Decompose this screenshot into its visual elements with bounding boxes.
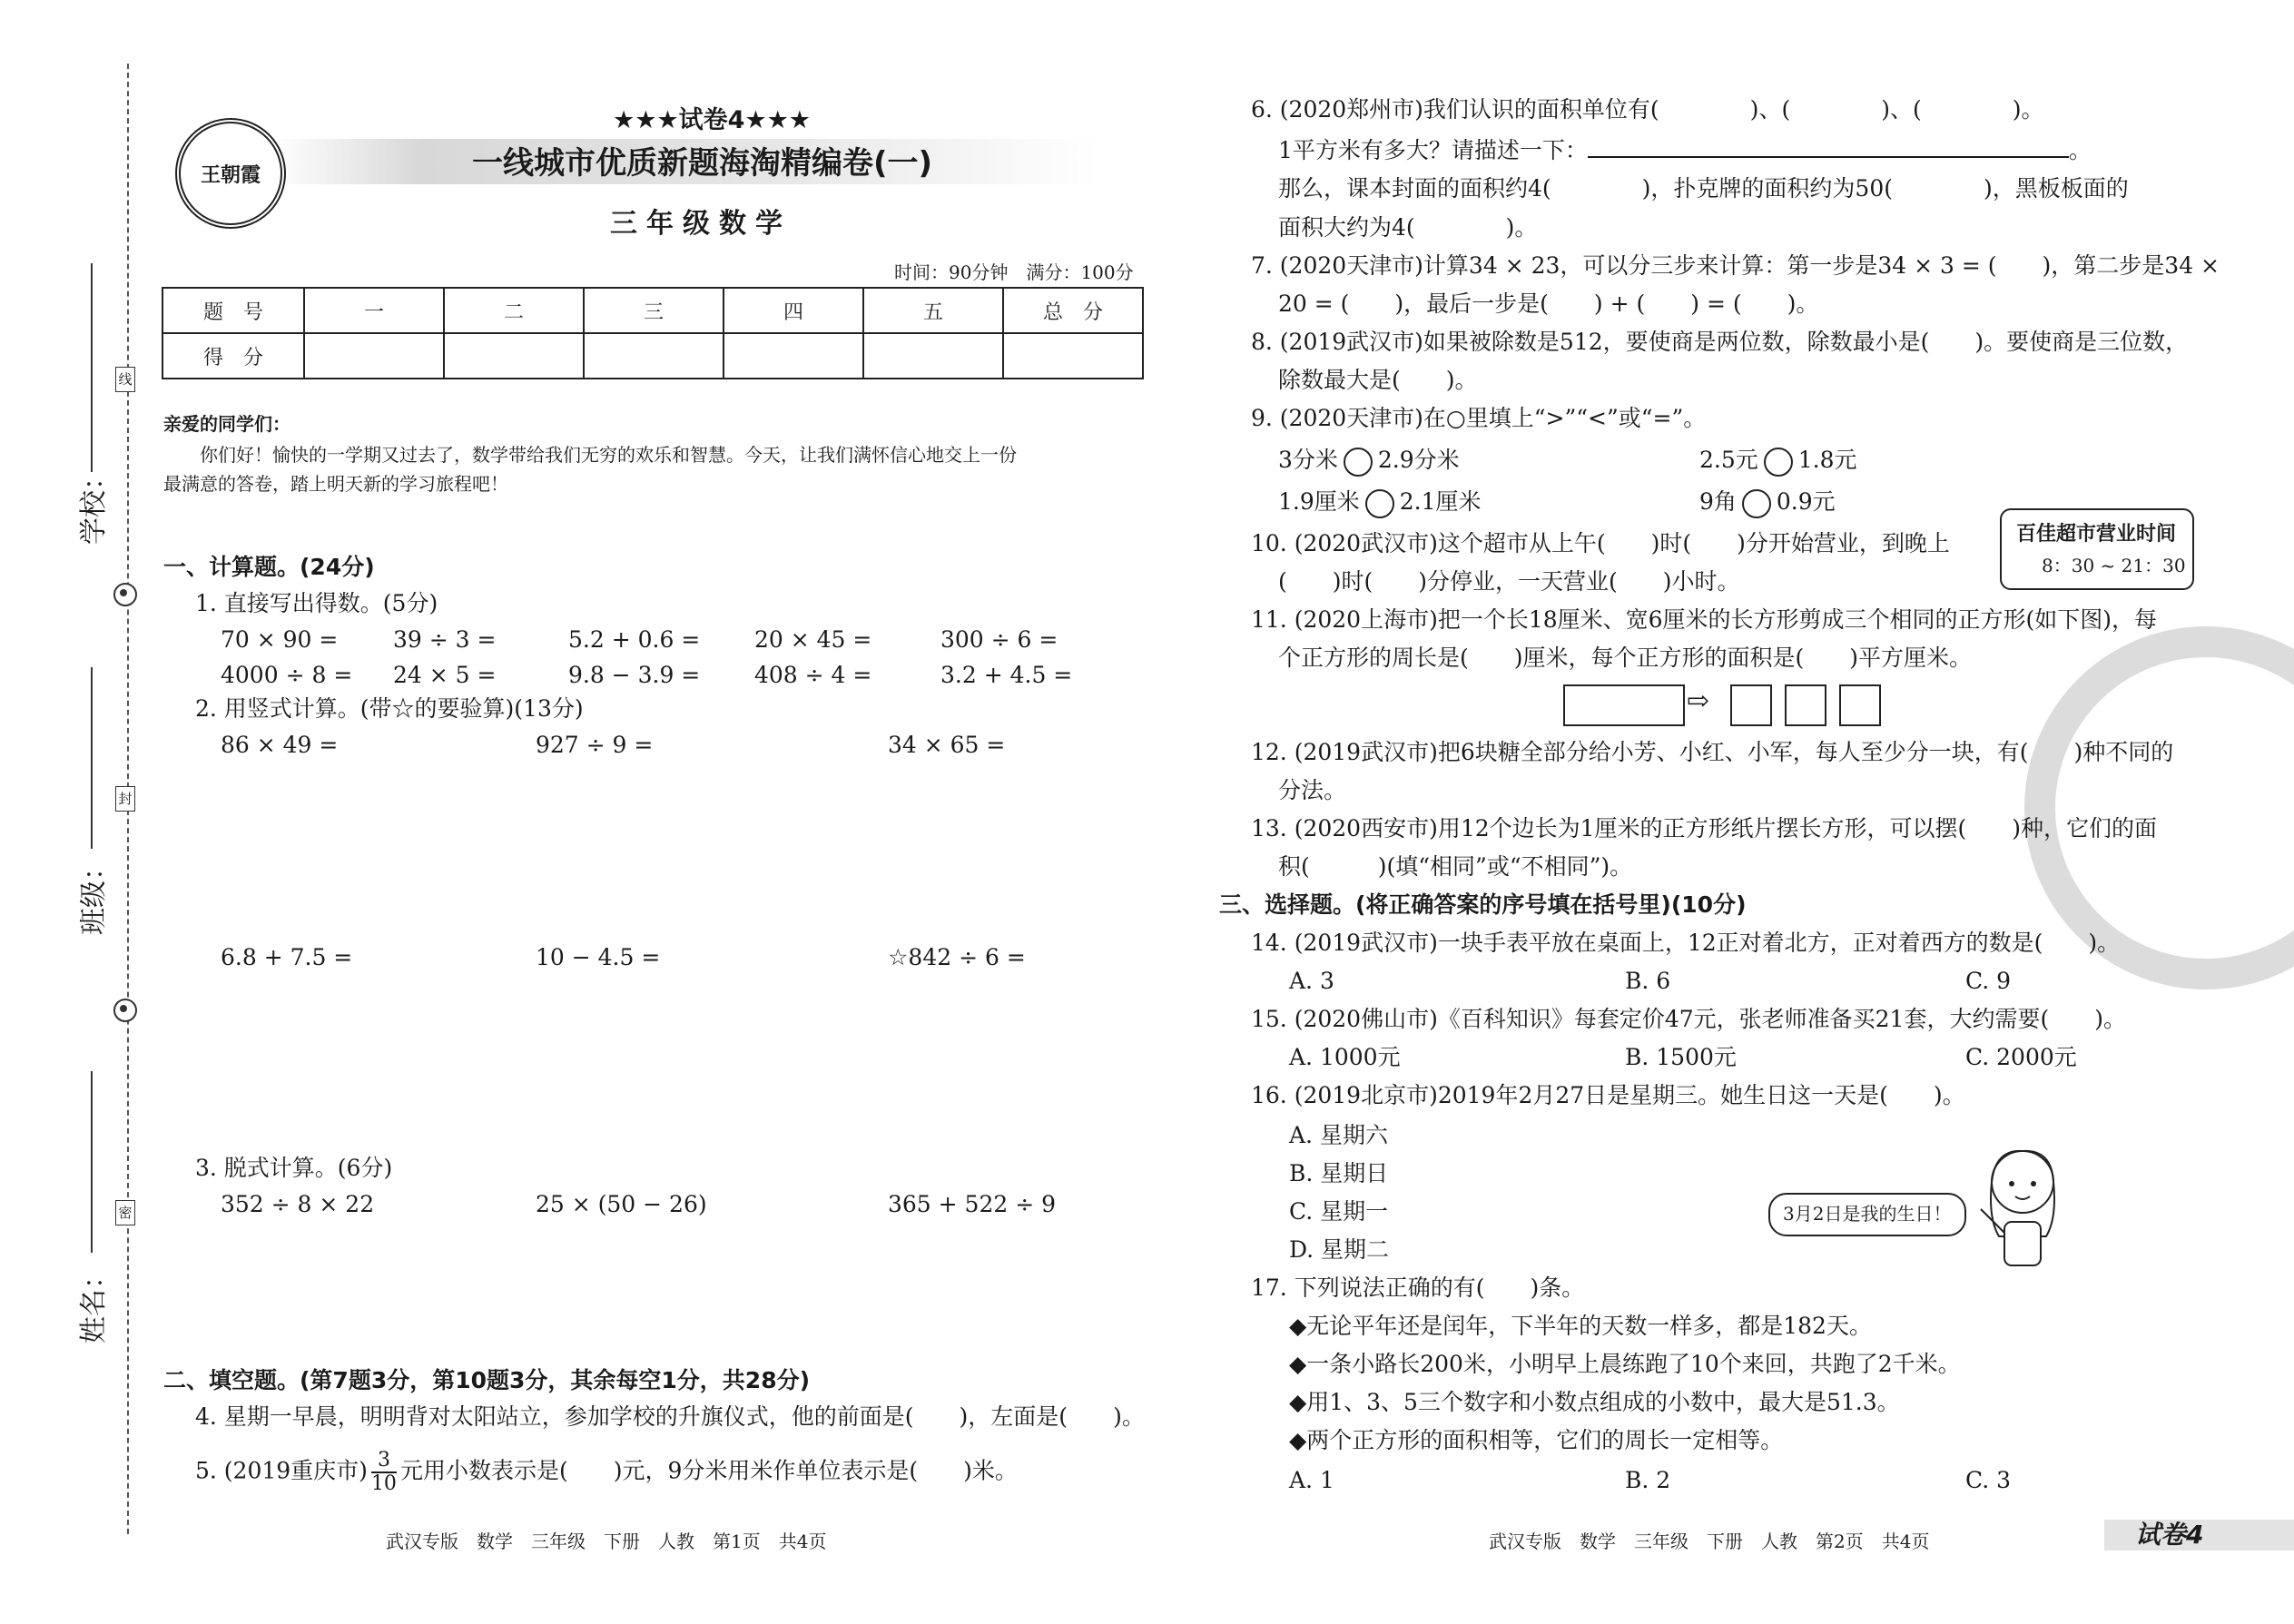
question-text: 那么，课本封面的面积约4( )，扑克牌的面积约为50( )，黑板板面的 — [1278, 175, 2129, 202]
question-text: 1平方米有多大？请描述一下： 。 — [1278, 137, 2092, 163]
calc-item: 300 ÷ 6 = — [940, 626, 1058, 653]
calc-item: 3.2 + 4.5 = — [940, 662, 1073, 688]
calc-item: ☆842 ÷ 6 = — [888, 944, 1026, 970]
question-text: 17. 下列说法正确的有( )条。 — [1251, 1275, 1585, 1301]
score-table-score-row — [162, 333, 1143, 379]
store-hours-title: 百佳超市营业时间 — [2016, 523, 2177, 546]
question-text: 20 = ( )，最后一步是( ) + ( ) = ( )。 — [1278, 290, 1819, 317]
binding-mark-secret: 密 — [115, 1200, 135, 1225]
greeting-line: 最满意的答卷，踏上明天新的学习旅程吧！ — [163, 473, 508, 495]
calc-item: 6.8 + 7.5 = — [221, 944, 353, 970]
choice-option[interactable]: C. 3 — [1965, 1467, 2012, 1493]
choice-option[interactable]: A. 1 — [1289, 1467, 1334, 1493]
answer-line[interactable] — [1588, 136, 2069, 158]
score-table-header-row — [162, 288, 1143, 333]
section-heading: 三、选择题。(将正确答案的序号填在括号里)(10分) — [1219, 891, 1747, 918]
rectangle-diagram — [1563, 684, 1685, 726]
score-header-cell: 五 — [863, 288, 1003, 333]
binding-mark-line: 线 — [115, 367, 135, 392]
section-heading: 一、计算题。(24分) — [163, 554, 375, 580]
question-text: 6. (2020郑州市)我们认识的面积单位有( )、( )、( )。 — [1251, 96, 2044, 123]
question-title: 3. 脱式计算。(6分) — [195, 1155, 393, 1181]
question-text: 8. (2019武汉市)如果被除数是512，要使商是两位数，除数最小是( )。要使商是三位数， — [1251, 329, 2189, 355]
choice-option[interactable]: A. 1000元 — [1289, 1044, 1401, 1070]
footer-page-1: 武汉专版 数学 三年级 下册 人教 第1页 共4页 — [386, 1530, 827, 1552]
speech-bubble — [1768, 1193, 1966, 1236]
compare-circle[interactable] — [1742, 489, 1771, 518]
calc-item: 86 × 49 = — [221, 732, 339, 758]
school-fill-line[interactable] — [91, 263, 93, 472]
calc-item: 24 × 5 = — [393, 662, 497, 688]
compare-item: 1.9厘米 2.1厘米 — [1278, 488, 1482, 518]
compare-item: 3分米 2.9分米 — [1278, 447, 1460, 477]
calc-item: 10 − 4.5 = — [536, 944, 661, 970]
question-text: 5. (2019重庆市) $\frac{3}{10}$ 元用小数表示是( )元，9分米用米作单位表示是( )米。 — [195, 1449, 1018, 1495]
calc-item: 39 ÷ 3 = — [393, 626, 497, 653]
calc-item: 70 × 90 = — [221, 626, 339, 653]
paper-title: 一线城市优质新题海淘精编卷(一) — [472, 145, 933, 182]
footer-page-2: 武汉专版 数学 三年级 下册 人教 第2页 共4页 — [1489, 1530, 1930, 1552]
square-diagram — [1785, 684, 1826, 726]
question-text: 9. (2020天津市)在○里填上“>”“<”或“=”。 — [1251, 405, 1707, 431]
binding-hole-icon — [113, 999, 137, 1022]
fraction: $\frac{3}{10}$ — [370, 1449, 397, 1495]
statement-item: ◆无论平年还是闰年，下半年的天数一样多，都是182天。 — [1289, 1313, 1872, 1339]
score-input-cell[interactable] — [863, 333, 1003, 379]
footer-tag: 试卷4 — [2135, 1520, 2204, 1550]
score-header-cell: 二 — [444, 288, 584, 333]
question-title: 2. 用竖式计算。(带☆的要验算)(13分) — [195, 695, 584, 722]
greeting-salutation: 亲爱的同学们： — [163, 413, 290, 435]
calc-item: 20 × 45 = — [754, 626, 872, 653]
square-diagram — [1730, 684, 1772, 726]
question-text: 16. (2019北京市)2019年2月27日是星期三。她生日这一天是( )。 — [1251, 1082, 1965, 1108]
question-title: 1. 直接写出得数。(5分) — [195, 590, 438, 616]
class-label: 班级： — [78, 853, 110, 935]
question-text: 13. (2020西安市)用12个边长为1厘米的正方形纸片摆长方形，可以摆( )种，它们的面 — [1251, 815, 2158, 842]
score-header-cell: 题 号 — [162, 288, 304, 333]
calc-item: 9.8 − 3.9 = — [568, 662, 701, 688]
girl-illustration-icon — [1968, 1146, 2077, 1273]
calc-item: 34 × 65 = — [888, 732, 1006, 758]
calc-item: 5.2 + 0.6 = — [568, 626, 701, 653]
choice-option[interactable]: B. 星期日 — [1289, 1160, 1389, 1186]
section-heading: 二、填空题。(第7题3分，第10题3分，其余每空1分，共28分) — [163, 1367, 811, 1393]
calc-item: 927 ÷ 9 = — [536, 732, 654, 758]
square-diagram — [1839, 684, 1881, 726]
compare-circle[interactable] — [1365, 489, 1394, 518]
score-input-cell[interactable] — [444, 333, 584, 379]
arrow-icon: ⇨ — [1687, 685, 1710, 717]
compare-circle[interactable] — [1764, 448, 1793, 477]
score-row-label: 得 分 — [162, 333, 304, 379]
question-text: 15. (2020佛山市)《百科知识》每套定价47元，张老师准备买21套，大约需要( )。 — [1251, 1006, 2126, 1032]
compare-item: 9角 0.9元 — [1699, 488, 1836, 518]
score-header-cell: 总 分 — [1003, 288, 1143, 333]
speech-text: 3月2日是我的生日！ — [1783, 1203, 1952, 1225]
score-header-cell: 四 — [724, 288, 863, 333]
subject-title: 三年级数学 — [610, 208, 792, 240]
calc-item: 4000 ÷ 8 = — [221, 662, 353, 688]
statement-item: ◆两个正方形的面积相等，它们的周长一定相等。 — [1289, 1427, 1784, 1453]
binding-hole-icon — [113, 583, 137, 606]
score-header-cell: 一 — [304, 288, 444, 333]
calc-item: 25 × (50 − 26) — [536, 1191, 707, 1217]
school-label: 学校： — [78, 463, 110, 545]
choice-option[interactable]: A. 星期六 — [1289, 1122, 1388, 1148]
choice-option[interactable]: B. 1500元 — [1625, 1044, 1737, 1070]
compare-circle[interactable] — [1344, 448, 1373, 477]
question-text: 个正方形的周长是( )厘米，每个正方形的面积是( )平方厘米。 — [1278, 645, 1973, 671]
score-input-cell[interactable] — [304, 333, 444, 379]
class-fill-line[interactable] — [91, 667, 93, 849]
brand-logo: 王朝霞 — [175, 118, 286, 229]
score-header-cell: 三 — [584, 288, 724, 333]
question-text: 除数最大是( )。 — [1278, 367, 1478, 393]
question-text: 10. (2020武汉市)这个超市从上午( )时( )分开始营业，到晚上 — [1251, 530, 1950, 556]
score-input-cell[interactable] — [724, 333, 863, 379]
question-text: 12. (2019武汉市)把6块糖全部分给小芳、小红、小军，每人至少分一块，有( )种不同的 — [1251, 739, 2174, 765]
question-text: 4. 星期一早晨，明明背对太阳站立，参加学校的升旗仪式，他的前面是( )，左面是( )。 — [195, 1403, 1145, 1430]
choice-option[interactable]: B. 2 — [1625, 1467, 1671, 1493]
calc-item: 352 ÷ 8 × 22 — [221, 1191, 375, 1217]
store-hours-time: 8：30 ~ 21：30 — [2042, 555, 2186, 576]
score-table — [162, 287, 1144, 379]
question-text: 分法。 — [1278, 777, 1347, 803]
greeting-line: 你们好！愉快的一学期又过去了，数学带给我们无穷的欢乐和智慧。今天，让我们满怀信心地交上一份 — [200, 444, 1017, 466]
choice-option[interactable]: C. 星期一 — [1289, 1198, 1389, 1225]
choice-option[interactable]: A. 3 — [1289, 968, 1334, 994]
question-text: 积( )(填“相同”或“不相同”)。 — [1278, 853, 1633, 880]
choice-option[interactable]: B. 6 — [1625, 968, 1671, 994]
series-label: ★★★试卷4★★★ — [613, 106, 812, 134]
question-text: 11. (2020上海市)把一个长18厘米、宽6厘米的长方形剪成三个相同的正方形(如下图)，每 — [1251, 606, 2158, 633]
statement-item: ◆用1、3、5三个数字和小数点组成的小数中，最大是51.3。 — [1289, 1389, 1900, 1415]
question-text: 7. (2020天津市)计算34 × 23，可以分三步来计算：第一步是34 × 3 = ( )，第二步是34 × — [1251, 252, 2220, 279]
compare-item: 2.5元 1.8元 — [1699, 447, 1857, 477]
statement-item: ◆一条小路长200米，小明早上晨练跑了10个来回，共跑了2千米。 — [1289, 1351, 1961, 1377]
question-text: ( )时( )分停业，一天营业( )小时。 — [1278, 568, 1740, 595]
time-info: 时间：90分钟 满分：100分 — [894, 261, 1134, 283]
score-input-cell[interactable] — [1003, 333, 1143, 379]
choice-option[interactable]: D. 星期二 — [1289, 1236, 1390, 1263]
store-hours-sign — [2000, 508, 2194, 590]
calc-item: 365 + 522 ÷ 9 — [888, 1191, 1057, 1217]
question-text: 14. (2019武汉市)一块手表平放在桌面上，12正对着北方，正对着西方的数是( )。 — [1251, 930, 2121, 956]
calc-item: 408 ÷ 4 = — [754, 662, 872, 688]
choice-option[interactable]: C. 2000元 — [1965, 1044, 2077, 1070]
score-input-cell[interactable] — [584, 333, 724, 379]
name-fill-line[interactable] — [91, 1071, 93, 1253]
binding-mark-seal: 封 — [115, 786, 135, 812]
name-label: 姓名： — [78, 1262, 110, 1343]
choice-option[interactable]: C. 9 — [1965, 968, 2012, 994]
question-text: 面积大约为4( )。 — [1278, 214, 1538, 241]
